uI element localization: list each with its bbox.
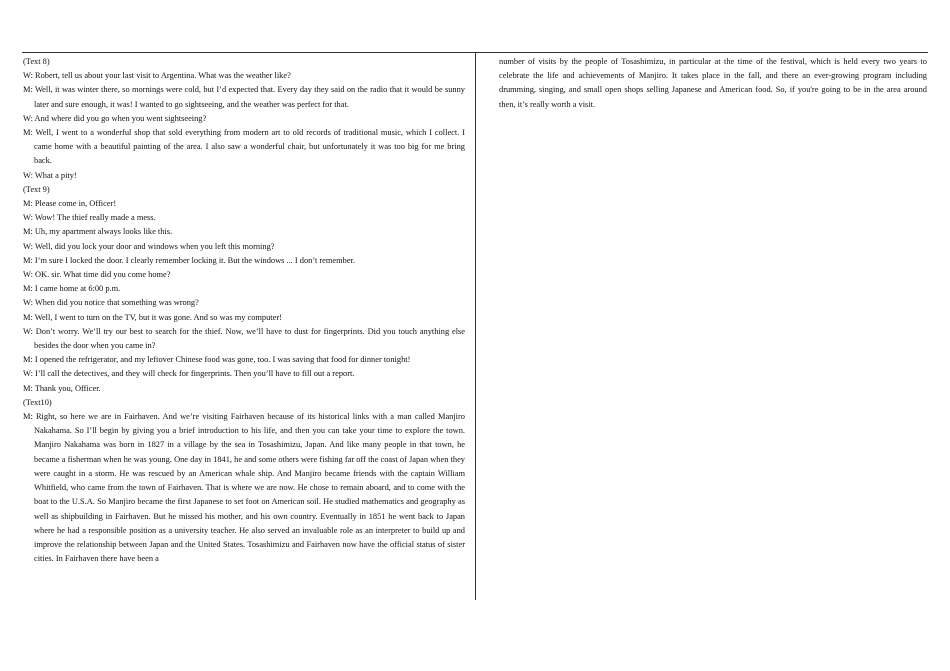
- section-heading: (Text 9): [23, 184, 50, 194]
- column-divider: [475, 53, 476, 600]
- left-column: [23, 55, 465, 566]
- dialogue-line: W: And where did you go when you went sightseeing?: [23, 113, 207, 123]
- dialogue-line: W: What a pity!: [23, 170, 77, 180]
- dialogue-paragraph: M: Well, it was winter there, so mornings were cold, but I’d expected that. Every day they said on the radio that it would be sunny later and sure enough, it was! I wanted to go sightseeing, and the weather was perfect for that.: [23, 85, 465, 109]
- section-heading: (Text10): [23, 397, 52, 407]
- dialogue-line: M: Well, I went to turn on the TV, but it was gone. And so was my computer!: [23, 312, 282, 322]
- right-column: [499, 55, 927, 112]
- dialogue-paragraph: M: Well, I went to a wonderful shop that sold everything from modern art to old records of traditional music, which I collect. I came home with a beautiful painting of the area. I also saw a wonderful chair, but unfortunately it was too big for me bring back.: [23, 128, 465, 166]
- dialogue-line: W: When did you notice that something was wrong?: [23, 298, 199, 308]
- dialogue-line: M: Thank you, Officer.: [23, 383, 101, 393]
- dialogue-line: M: Please come in, Officer!: [23, 199, 117, 209]
- section-heading: (Text 8): [23, 57, 50, 66]
- dialogue-line: W: I’ll call the detectives, and they will check for fingerprints. Then you’ll have to fill out a report.: [23, 369, 355, 379]
- dialogue-line: W: Well, did you lock your door and windows when you left this morning?: [23, 241, 275, 251]
- dialogue-line: W: Wow! The thief really made a mess.: [23, 213, 156, 223]
- dialogue-line: W: Robert, tell us about your last visit to Argentina. What was the weather like?: [23, 71, 291, 81]
- dialogue-line: M: I’m sure I locked the door. I clearly remember locking it. But the windows ... I don’t remember.: [23, 255, 355, 265]
- dialogue-line: M: Uh, my apartment always looks like this.: [23, 227, 173, 237]
- dialogue-line: M: I came home at 6:00 p.m.: [23, 284, 121, 294]
- dialogue-paragraph: M: Right, so here we are in Fairhaven. And we’re visiting Fairhaven because of its historical links with a man called Manjiro Nakahama. So I’ll begin by giving you a brief introduction to his life, and then you can take your time to explore the town. Manjiro Nakahama was born in 1827 in a village by the sea in Tosashimizu, Japan. And like many people in that town, he became a fisherman when he was young. One day in 1841, he and some others were fishing far off the coast of Japan when they were caught in a storm. He was rescued by an American whale ship. And Manjiro became friends with the captain William Whitfield, who came from the town of Fairhaven. That is where we are now. He chose to remain aboard, and to come with the boat to the U.S.A. So Manjiro became the first Japanese to set foot on American soil. He studied mathematics and geography as well as shipbuilding in Fairhaven. But he missed his mother, and his own country. Eventually in 1851 he went back to Japan where he had a responsible position as a university teacher. He also served an invaluable role as an interpreter to build up and improve the relationship between Japan and the United States. Tosashimizu and Fairhaven now have the official status of sister cities. In Fairhaven there have been a: [23, 412, 465, 564]
- dialogue-paragraph: W: Don’t worry. We’ll try our best to search for the thief. Now, we’ll have to dust for fingerprints. Did you touch anything else besides the door when you came in?: [23, 326, 465, 351]
- dialogue-paragraph: M: I opened the refrigerator, and my leftover Chinese food was gone, too. I was saving that food for dinner tonight!: [23, 355, 411, 365]
- text10-continuation: number of visits by the people of Tosashimizu, in particular at the time of the festival, which is held every two years to celebrate the life and achievements of Manjiro. It takes place in the fall, and there an ever-growing program including drumming, singing, and small open shops selling Japanese and American food. So, if you're going to be in the area around then, it’s really worth a visit.: [499, 57, 927, 109]
- dialogue-line: W: OK. sir. What time did you come home?: [23, 270, 171, 280]
